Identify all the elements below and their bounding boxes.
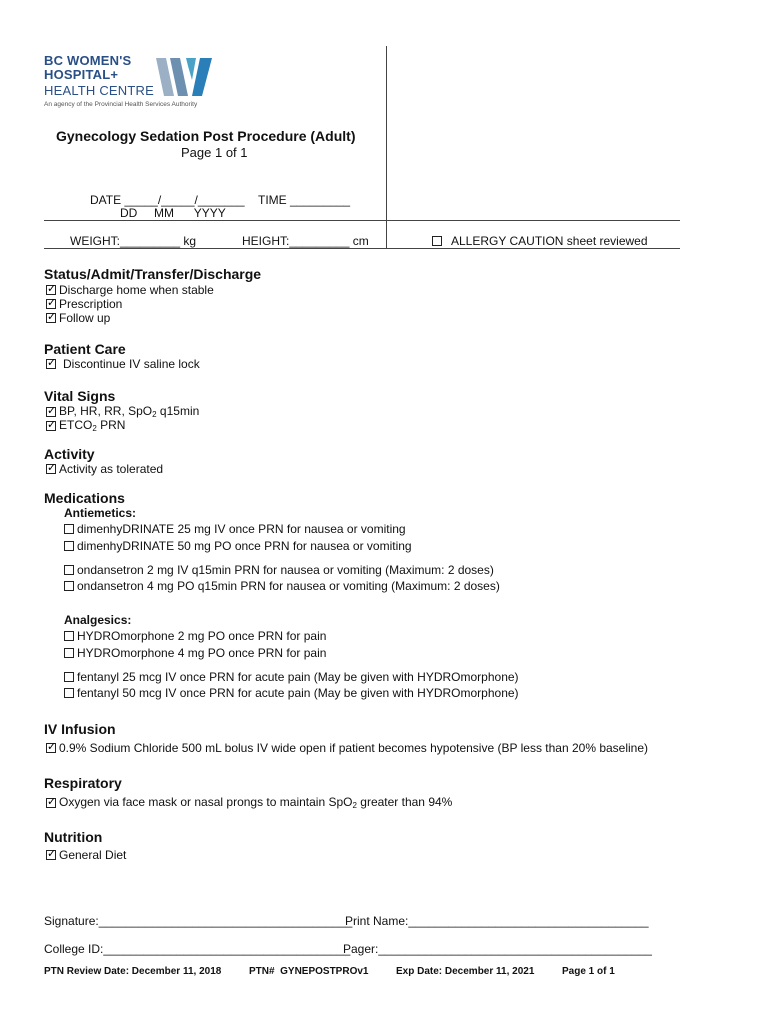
vital-signs-item-1[interactable] bbox=[46, 404, 199, 419]
vital-signs-item-2[interactable] bbox=[46, 418, 125, 433]
signature-field[interactable]: Signature:______________________________________ bbox=[44, 914, 353, 928]
print-name-field[interactable]: Print Name:____________________________________ bbox=[345, 914, 649, 928]
status-heading: Status/Admit/Transfer/Discharge bbox=[44, 266, 262, 282]
logo-line-1: BC WOMEN'S bbox=[44, 53, 132, 68]
date-field[interactable]: DATE _____/_____/_______ bbox=[90, 193, 245, 207]
checkbox-icon[interactable] bbox=[64, 581, 74, 591]
allergy-caution-checkbox[interactable] bbox=[432, 234, 648, 248]
analgesic-item-2[interactable] bbox=[64, 646, 326, 660]
item-label: fentanyl 50 mcg IV once PRN for acute pain (May be given with HYDROmorphone) bbox=[77, 686, 519, 700]
antiemetic-item-2[interactable] bbox=[64, 539, 412, 553]
checkbox-icon[interactable] bbox=[432, 236, 442, 246]
item-label: Follow up bbox=[59, 311, 111, 325]
page-indicator: Page 1 of 1 bbox=[181, 145, 248, 160]
status-item-discharge[interactable] bbox=[46, 283, 214, 297]
analgesic-item-4[interactable] bbox=[64, 686, 519, 700]
activity-item[interactable] bbox=[46, 462, 163, 476]
status-item-prescription[interactable] bbox=[46, 297, 122, 311]
item-label: Discharge home when stable bbox=[59, 283, 214, 297]
checkbox-icon[interactable] bbox=[64, 565, 74, 575]
antiemetic-item-4[interactable] bbox=[64, 579, 500, 593]
respiratory-item[interactable] bbox=[46, 795, 452, 810]
height-field[interactable]: HEIGHT:_________ cm bbox=[242, 234, 369, 248]
analgesic-item-1[interactable] bbox=[64, 629, 326, 643]
footer-review-date: PTN Review Date: December 11, 2018 bbox=[44, 966, 222, 977]
header-divider bbox=[386, 46, 387, 249]
nutrition-item[interactable] bbox=[46, 848, 126, 862]
antiemetic-item-3[interactable] bbox=[64, 563, 494, 577]
item-label: ondansetron 2 mg IV q15min PRN for nausea or vomiting (Maximum: 2 doses) bbox=[77, 563, 494, 577]
checkbox-checked-icon[interactable] bbox=[46, 464, 56, 474]
logo-line-3: HEALTH CENTRE bbox=[44, 83, 154, 98]
footer-exp-date: Exp Date: December 11, 2021 bbox=[396, 966, 535, 977]
date-format-hint: DD MM YYYY bbox=[120, 206, 226, 220]
analgesic-item-3[interactable] bbox=[64, 670, 519, 684]
item-label: Activity as tolerated bbox=[59, 462, 164, 476]
item-label: BP, HR, RR, SpO$_2$ q15min bbox=[59, 404, 200, 419]
page-title: Gynecology Sedation Post Procedure (Adult) bbox=[56, 128, 356, 144]
logo bbox=[44, 54, 224, 112]
header-rule-2 bbox=[44, 248, 680, 249]
pager-field[interactable]: Pager:_________________________________________ bbox=[343, 942, 652, 956]
weight-field[interactable]: WEIGHT:_________ kg bbox=[70, 234, 197, 248]
allergy-caution-label: ALLERGY CAUTION sheet reviewed bbox=[451, 234, 648, 248]
college-id-field[interactable]: College ID:_____________________________________ bbox=[44, 942, 351, 956]
checkbox-checked-icon[interactable] bbox=[46, 421, 56, 431]
checkbox-icon[interactable] bbox=[64, 631, 74, 641]
checkbox-icon[interactable] bbox=[64, 672, 74, 682]
time-field[interactable]: TIME _________ bbox=[258, 193, 351, 207]
item-label: dimenhyDRINATE 50 mg PO once PRN for nausea or vomiting bbox=[77, 539, 412, 553]
item-label: dimenhyDRINATE 25 mg IV once PRN for nausea or vomiting bbox=[77, 522, 406, 536]
patient-care-heading: Patient Care bbox=[44, 341, 126, 357]
checkbox-checked-icon[interactable] bbox=[46, 299, 56, 309]
checkbox-checked-icon[interactable] bbox=[46, 798, 56, 808]
item-label: HYDROmorphone 2 mg PO once PRN for pain bbox=[77, 629, 327, 643]
iv-infusion-item[interactable] bbox=[46, 741, 648, 755]
item-label: 0.9% Sodium Chloride 500 mL bolus IV wide open if patient becomes hypotensive (BP less than 20% baseline) bbox=[59, 741, 649, 755]
item-label: $ETCO_2$ PRN bbox=[59, 418, 126, 433]
header-rule-1 bbox=[44, 220, 680, 221]
medications-heading: Medications bbox=[44, 490, 125, 506]
item-label: fentanyl 25 mcg IV once PRN for acute pain (May be given with HYDROmorphone) bbox=[77, 670, 519, 684]
patient-care-item[interactable] bbox=[46, 357, 200, 371]
footer-ptn: PTN# GYNEPOSTPROv1 bbox=[249, 966, 369, 977]
item-label: Discontinue IV saline lock bbox=[63, 357, 200, 371]
item-label: Oxygen via face mask or nasal prongs to maintain SpO$_2$ greater than 94% bbox=[59, 795, 453, 810]
checkbox-checked-icon[interactable] bbox=[46, 359, 56, 369]
w-logo-icon bbox=[152, 56, 218, 98]
footer-page: Page 1 of 1 bbox=[562, 966, 615, 977]
antiemetics-label: Antiemetics: bbox=[64, 506, 137, 520]
activity-heading: Activity bbox=[44, 446, 95, 462]
nutrition-heading: Nutrition bbox=[44, 829, 103, 845]
respiratory-heading: Respiratory bbox=[44, 775, 122, 791]
checkbox-checked-icon[interactable] bbox=[46, 850, 56, 860]
checkbox-checked-icon[interactable] bbox=[46, 743, 56, 753]
item-label: ondansetron 4 mg PO q15min PRN for nausea or vomiting (Maximum: 2 doses) bbox=[77, 579, 500, 593]
antiemetic-item-1[interactable] bbox=[64, 522, 406, 536]
checkbox-checked-icon[interactable] bbox=[46, 407, 56, 417]
checkbox-icon[interactable] bbox=[64, 688, 74, 698]
checkbox-icon[interactable] bbox=[64, 648, 74, 658]
checkbox-icon[interactable] bbox=[64, 541, 74, 551]
status-item-followup[interactable] bbox=[46, 311, 110, 325]
checkbox-icon[interactable] bbox=[64, 524, 74, 534]
item-label: General Diet bbox=[59, 848, 127, 862]
logo-tagline: An agency of the Provincial Health Services Authority bbox=[44, 101, 198, 108]
logo-line-2: HOSPITAL+ bbox=[44, 67, 119, 82]
analgesics-label: Analgesics: bbox=[64, 613, 132, 627]
item-label: HYDROmorphone 4 mg PO once PRN for pain bbox=[77, 646, 327, 660]
checkbox-checked-icon[interactable] bbox=[46, 285, 56, 295]
vital-signs-heading: Vital Signs bbox=[44, 388, 116, 404]
iv-infusion-heading: IV Infusion bbox=[44, 721, 116, 737]
item-label: Prescription bbox=[59, 297, 123, 311]
checkbox-checked-icon[interactable] bbox=[46, 313, 56, 323]
